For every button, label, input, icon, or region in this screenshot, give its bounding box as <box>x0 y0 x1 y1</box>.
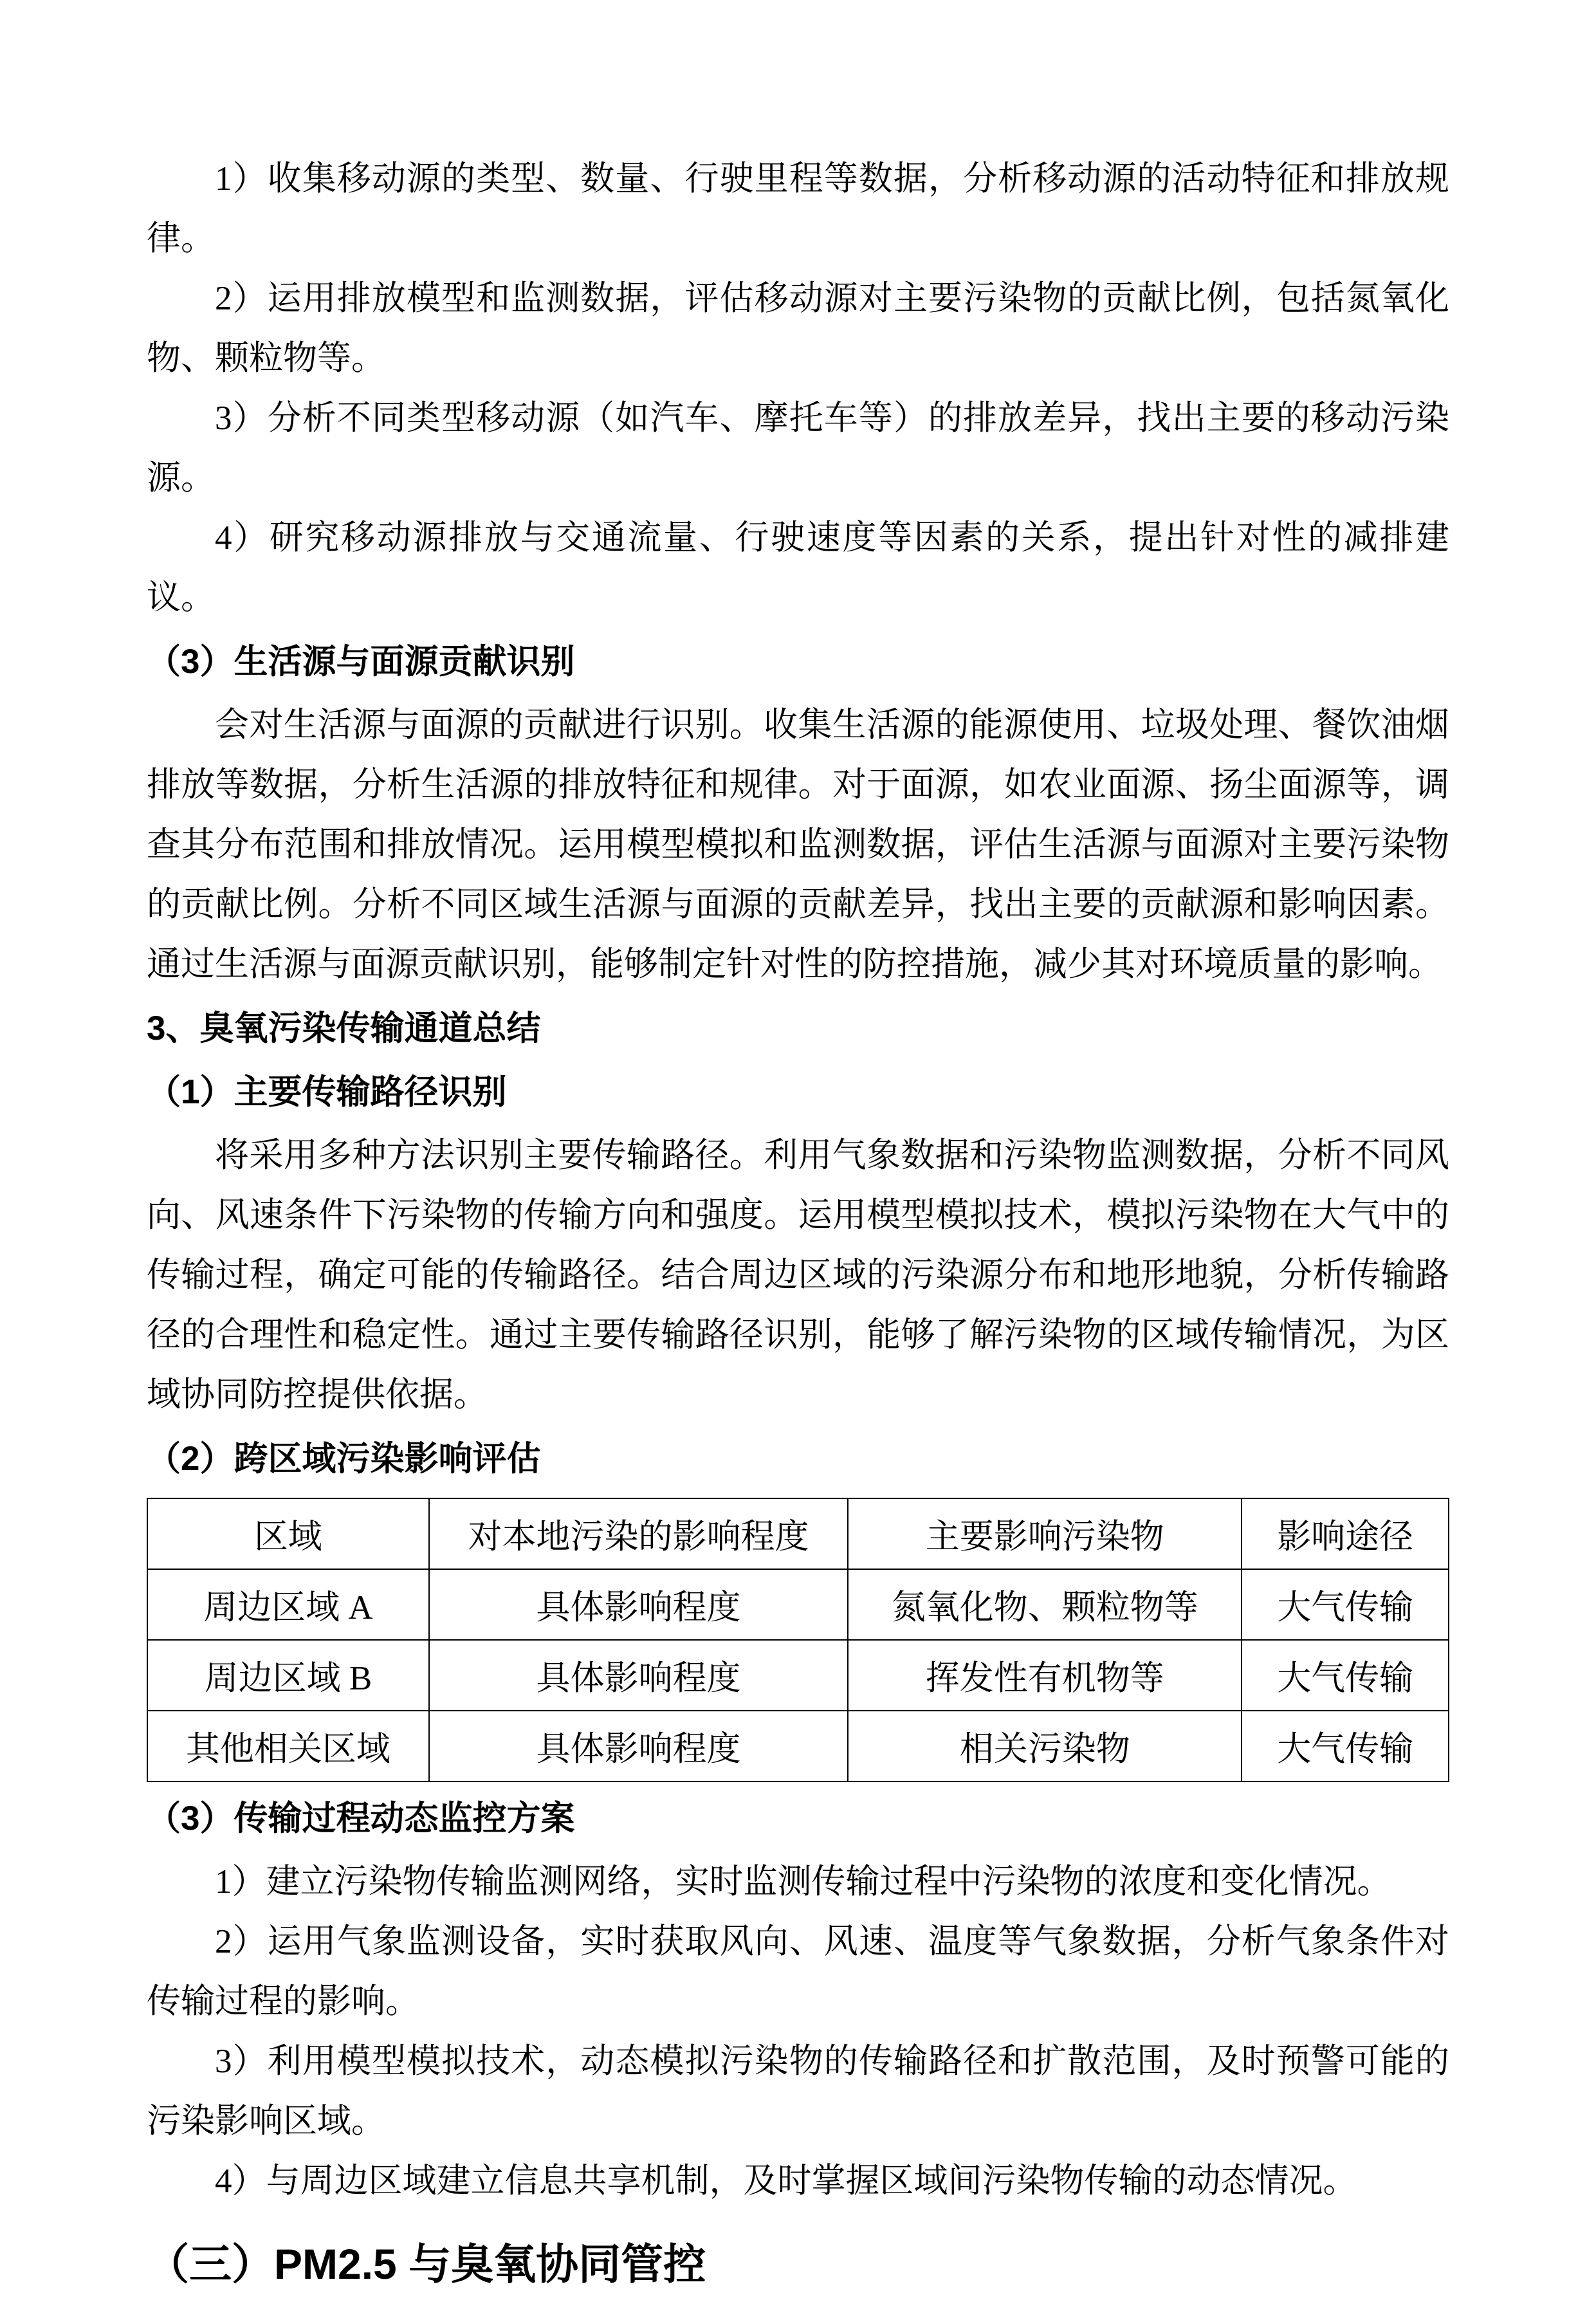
table-header-cell: 区域 <box>147 1498 429 1569</box>
table-row <box>147 1711 1449 1781</box>
section-heading: （三）PM2.5 与臭氧协同管控 <box>147 2240 706 2288</box>
cross-region-impact-table <box>147 1498 1449 1782</box>
section-heading: （3）传输过程动态监控方案 <box>147 1799 575 1837</box>
body-paragraph: 会对生活源与面源的贡献进行识别。收集生活源的能源使用、垃圾处理、餐饮油烟排放等数据，分析生活源的排放特征和规律。对于面源，如农业面源、扬尘面源等，调查其分布范围和排放情况。运用模型模拟和监测数据，评估生活源与面源对主要污染物的贡献比例。分析不同区域生活源与面源的贡献差异，找出主要的贡献源和影响因素。通过生活源与面源贡献识别，能够制定针对性的防控措施，减少其对环境质量的影响。 <box>147 706 1449 983</box>
numbered-item: 4）研究移动源排放与交通流量、行驶速度等因素的关系，提出针对性的减排建议。 <box>147 519 1449 616</box>
table-row <box>147 1569 1449 1640</box>
section-heading: （1）主要传输路径识别 <box>147 1073 507 1111</box>
table-cell: 其他相关区域 <box>147 1711 429 1781</box>
table-cell: 大气传输 <box>1242 1640 1449 1711</box>
table-cell: 挥发性有机物等 <box>848 1640 1242 1711</box>
numbered-item: 1）收集移动源的类型、数量、行驶里程等数据，分析移动源的活动特征和排放规律。 <box>147 160 1449 257</box>
numbered-item: 1）建立污染物传输监测网络，实时监测传输过程中污染物的浓度和变化情况。 <box>215 1863 1391 1900</box>
section-heading: 3、臭氧污染传输通道总结 <box>147 1009 541 1047</box>
numbered-item: 2）运用排放模型和监测数据，评估移动源对主要污染物的贡献比例，包括氮氧化物、颗粒物等。 <box>147 280 1449 377</box>
table-cell: 大气传输 <box>1242 1711 1449 1781</box>
numbered-item: 3）分析不同类型移动源（如汽车、摩托车等）的排放差异，找出主要的移动污染源。 <box>147 400 1449 497</box>
numbered-item: 3）利用模型模拟技术，动态模拟污染物的传输路径和扩散范围，及时预警可能的污染影响区域。 <box>147 2043 1449 2140</box>
table-row <box>147 1640 1449 1711</box>
table-cell: 相关污染物 <box>848 1711 1242 1781</box>
table-cell: 具体影响程度 <box>429 1640 848 1711</box>
section-heading: （2）跨区域污染影响评估 <box>147 1440 541 1478</box>
numbered-item: 2）运用气象监测设备，实时获取风向、风速、温度等气象数据，分析气象条件对传输过程的影响。 <box>147 1923 1449 2020</box>
body-paragraph: 将采用多种方法识别主要传输路径。利用气象数据和污染物监测数据，分析不同风向、风速条件下污染物的传输方向和强度。运用模型模拟技术，模拟污染物在大气中的传输过程，确定可能的传输路径。结合周边区域的污染源分布和地形地貌，分析传输路径的合理性和稳定性。通过主要传输路径识别，能够了解污染物的区域传输情况，为区域协同防控提供依据。 <box>147 1137 1449 1413</box>
section-heading: （3）生活源与面源贡献识别 <box>147 643 575 681</box>
table-cell: 周边区域 B <box>147 1640 429 1711</box>
numbered-item: 4）与周边区域建立信息共享机制，及时掌握区域间污染物传输的动态情况。 <box>215 2162 1357 2200</box>
table-cell: 具体影响程度 <box>429 1569 848 1640</box>
table-header-cell: 对本地污染的影响程度 <box>429 1498 848 1569</box>
table-cell: 氮氧化物、颗粒物等 <box>848 1569 1242 1640</box>
table-cell: 大气传输 <box>1242 1569 1449 1640</box>
table-cell: 具体影响程度 <box>429 1711 848 1781</box>
table-header-cell: 主要影响污染物 <box>848 1498 1242 1569</box>
table-header-cell: 影响途径 <box>1242 1498 1449 1569</box>
document-body <box>147 149 1449 2300</box>
table-header-row <box>147 1498 1449 1569</box>
table-cell: 周边区域 A <box>147 1569 429 1640</box>
